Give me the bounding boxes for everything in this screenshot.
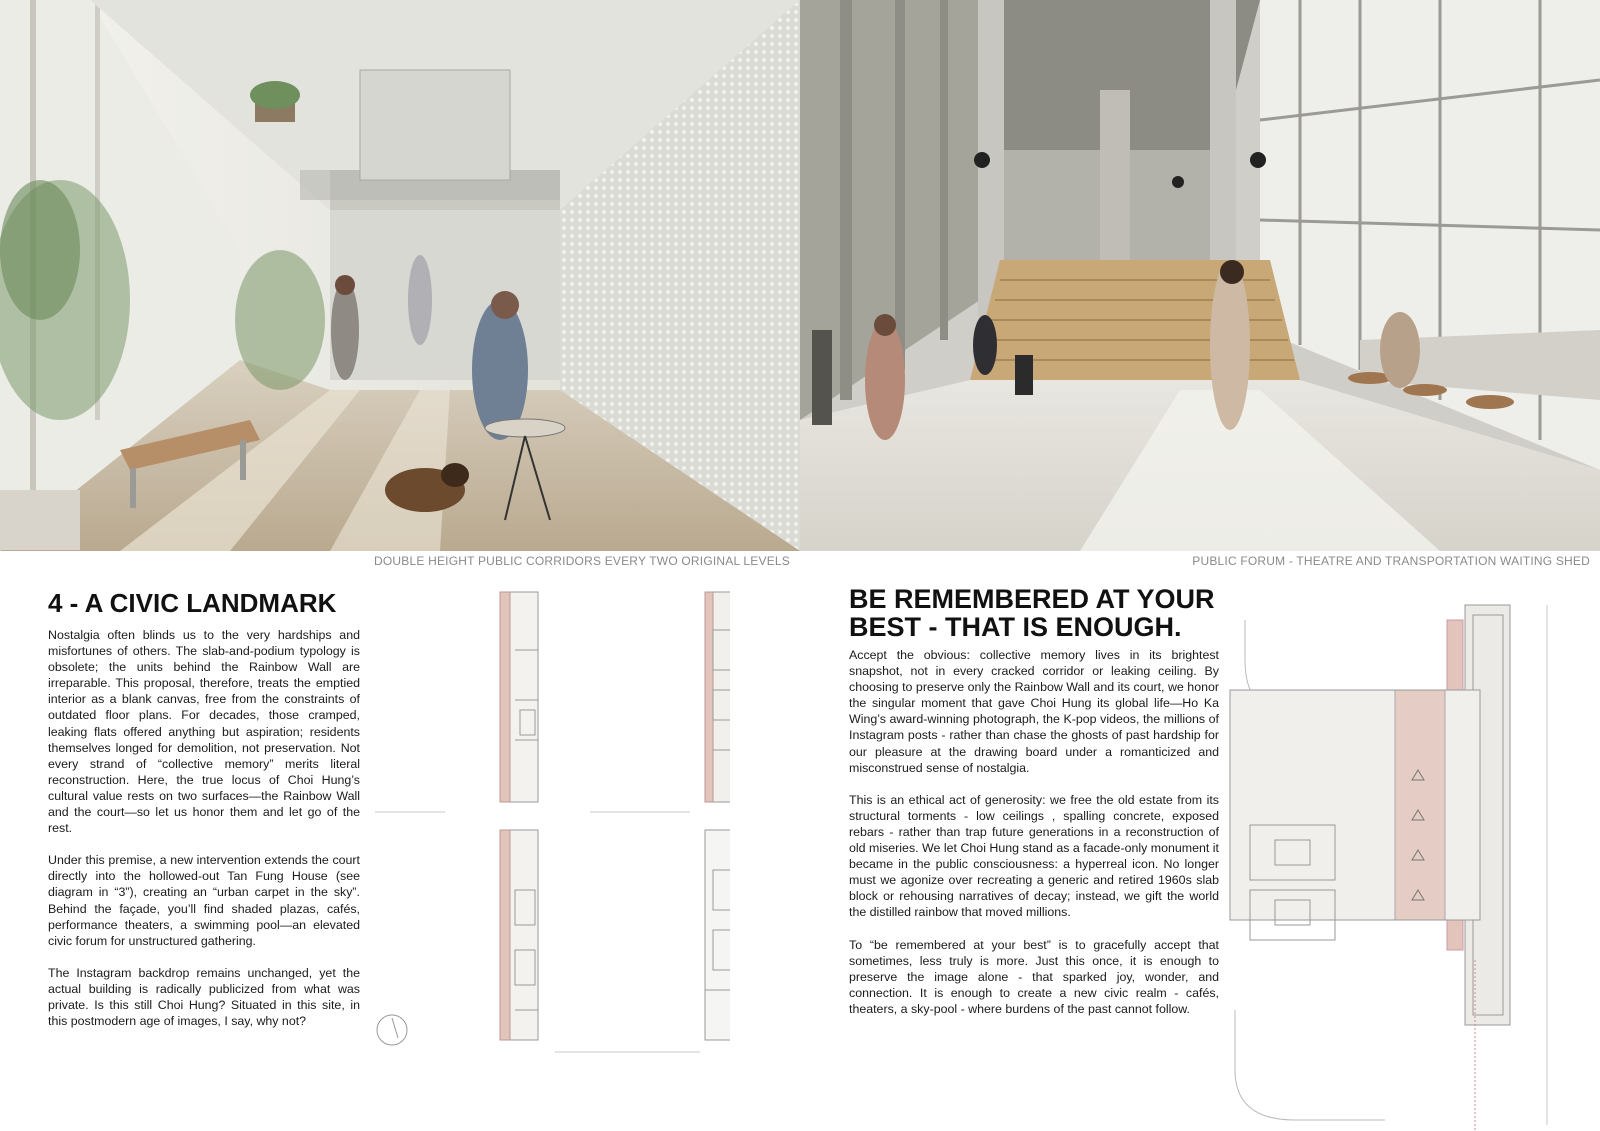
paragraph: Nostalgia often blinds us to the very hardships and misfortunes of others. The slab-and-podium typology is obsolete; the units behind the Rainbow Wall are irreparable. This proposal, therefore, treats the emptied interior as a blank canvas, free from the constraints of outdated floor plans. For decades, those cramped, leaking flats offered anything but aspiration; residents themselves longed for demolition, not preservation. Not every strand of “collective memory” merits literal reconstruction. Here, the true locus of Choi Hung’s cultural value rests on two surfaces—the Rainbow Wall and the court—so let us honor them and let go of the rest. [48, 628, 360, 836]
corridor-render [0, 0, 800, 551]
section-heading-civic-landmark: 4 - A CIVIC LANDMARK [48, 588, 337, 618]
civic-landmark-body [48, 627, 360, 1045]
site-plan-sketch [1225, 600, 1595, 1130]
paragraph: Accept the obvious: collective memory lives in its brightest snapshot, not in every cracked corridor or leaking ceiling. By choosing to preserve only the Rainbow Wall and its court, we honor the singular moment that gave Choi Hung its global life—Ho Ka Wing’s award-winning photograph, the K-pop videos, the millions of Instagram posts - rather than chase the ghosts of past hardship for our pleasure at the drawing board under a romanticized and misconstrued sense of nostalgia. [849, 648, 1219, 775]
public-forum-caption: PUBLIC FORUM - THEATRE AND TRANSPORTATION WAITING SHED [1192, 554, 1590, 568]
section-heading-be-remembered: BE REMEMBERED AT YOUR BEST - THAT IS ENOUGH. [849, 584, 1215, 642]
paragraph: To “be remembered at your best” is to gracefully accept that sometimes, less truly is more. Just this once, it is enough to preserve the image alone - that sparked joy, wonder, and connection. It is enough to create a new civic realm - cafés, theaters, a sky-pool - where burdens of the past cannot follow. [849, 937, 1219, 1016]
be-remembered-body [849, 647, 1219, 1033]
corridor-caption: DOUBLE HEIGHT PUBLIC CORRIDORS EVERY TWO ORIGINAL LEVELS [374, 554, 790, 568]
paragraph: Under this premise, a new intervention extends the court directly into the hollowed-out Tan Fung House (see diagram in “3”), creating an “urban carpet in the sky”. Behind the façade, you’ll find shaded plazas, cafés, performance theaters, a swimming pool—an elevated civic forum for unstructured gathering. [48, 853, 360, 948]
floor-plan-sketches [375, 590, 730, 1085]
public-forum-render [800, 0, 1600, 551]
paragraph: The Instagram backdrop remains unchanged, yet the actual building is radically publicized from what was private. Is this still Choi Hung? Situated in this site, in this postmodern age of images, I say, why not? [48, 965, 360, 1029]
paragraph: This is an ethical act of generosity: we free the old estate from its structural torments - low ceilings , spalling concrete, exposed rebars - rather than trap future generations in a reconstruction of old miseries. We let Choi Hung stand as a facade-only monument it became in the public consciousness: a hyperreal icon. No longer must we agonize over recreating a generic and retired 1960s slab block or rehousing narratives of decay; instead, we gift the world the distilled rainbow that moved millions. [849, 792, 1219, 920]
